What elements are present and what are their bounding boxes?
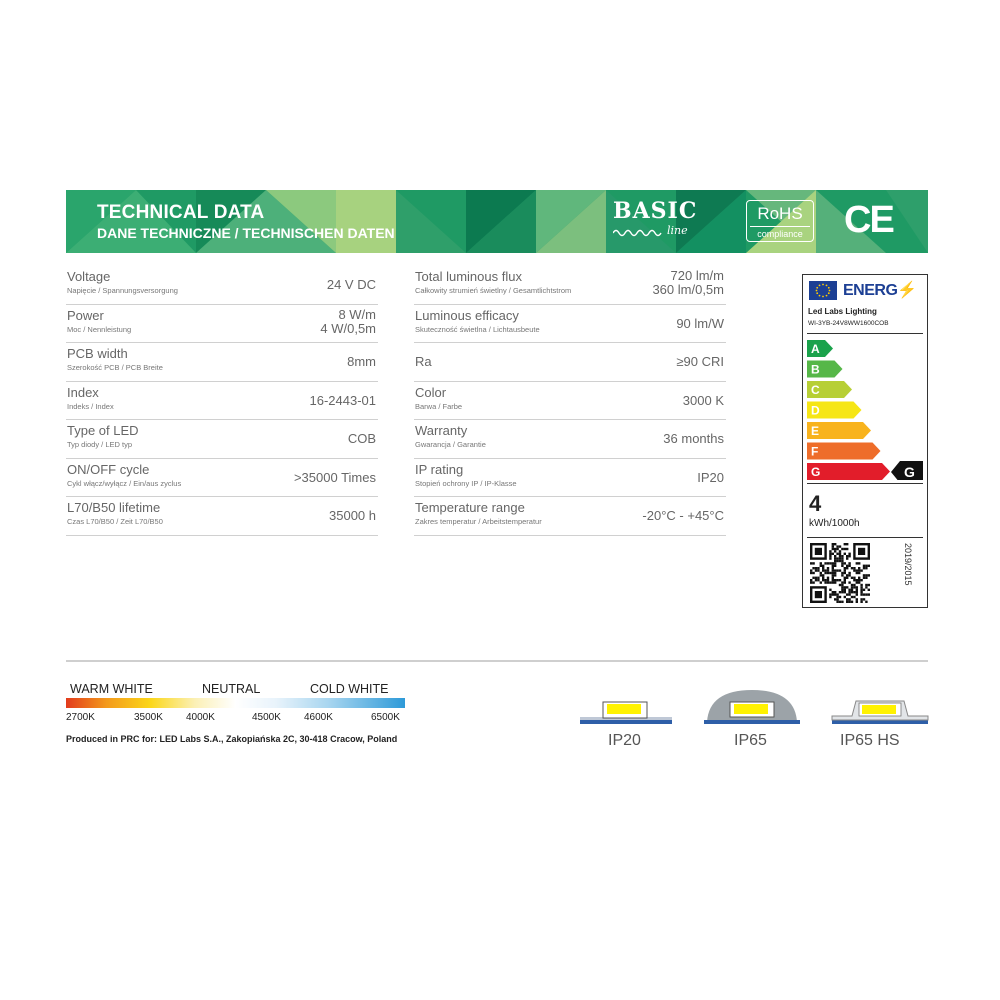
spec-value-line2: 360 lm/0,5m xyxy=(652,282,724,297)
page-subtitle: DANE TECHNICZNE / TECHNISCHEN DATEN xyxy=(97,225,395,241)
energy-class-letter: G xyxy=(811,465,821,479)
rohs-badge xyxy=(746,200,814,242)
spec-table-right xyxy=(414,266,726,536)
energy-class-scale xyxy=(807,338,925,480)
ip65-icon xyxy=(704,690,800,724)
spec-label: Color xyxy=(415,384,447,400)
warm-white-label: WARM WHITE xyxy=(70,682,153,696)
section-divider xyxy=(66,660,928,662)
spec-row-luminous-flux xyxy=(414,266,726,305)
spec-value: 3000 K xyxy=(682,392,724,408)
spec-value: 35000 h xyxy=(329,508,376,523)
energy-rating-letter: G xyxy=(904,464,915,480)
divider xyxy=(807,483,923,484)
energy-class-f xyxy=(807,443,881,460)
spec-sublabel: Typ diody / LED typ xyxy=(67,440,133,449)
spec-value: ≥90 CRI xyxy=(676,354,724,369)
spec-value-line1: 8 W/m xyxy=(338,306,376,322)
spec-row-lifetime xyxy=(66,497,378,536)
spec-label: IP rating xyxy=(415,461,464,477)
spec-sublabel: Skuteczność świetlna / Lichtausbeute xyxy=(415,324,540,334)
energy-class-letter: E xyxy=(811,424,820,438)
spec-row-onoff-cycle xyxy=(66,459,378,498)
spec-value: 90 lm/W xyxy=(676,315,724,331)
energy-rating-arrow xyxy=(891,461,923,480)
ct-tick: 4000K xyxy=(186,712,215,723)
spec-row-temperature xyxy=(414,497,726,536)
spec-row-voltage xyxy=(66,266,378,305)
ce-mark: CE xyxy=(844,199,893,241)
spec-sublabel: Moc / Nennleistung xyxy=(67,324,132,334)
energy-regulation: 2019/2015 xyxy=(903,543,913,586)
wave-icon xyxy=(613,228,665,238)
rohs-text: RoHS xyxy=(757,204,803,223)
spec-value: 24 V DC xyxy=(326,277,376,292)
spec-value: 8mm xyxy=(347,354,376,369)
energy-class-letter: D xyxy=(811,403,820,418)
spec-sublabel: Cykl włącz/wyłącz / Ein/aus zyclus xyxy=(67,478,182,488)
energy-class-a xyxy=(807,340,833,357)
ct-tick: 4500K xyxy=(252,712,281,723)
ct-tick: 3500K xyxy=(134,712,163,723)
spec-row-color xyxy=(414,382,726,421)
spec-row-warranty xyxy=(414,420,726,459)
ip20-label: IP20 xyxy=(608,732,641,749)
energy-label-title xyxy=(843,280,917,300)
spec-label: Warranty xyxy=(415,423,468,438)
spec-value xyxy=(652,269,724,297)
energy-consumption-unit: kWh/1000h xyxy=(809,518,860,529)
spec-label: Total luminous flux xyxy=(415,269,522,284)
energy-consumption-value: 4 xyxy=(809,491,822,516)
ct-tick: 6500K xyxy=(371,712,400,723)
spec-sublabel: Napięcie / Spannungsversorgung xyxy=(67,286,178,295)
spec-sublabel: Barwa / Farbe xyxy=(415,401,463,411)
spec-label: Temperature range xyxy=(415,500,525,515)
energy-class-letter: A xyxy=(811,342,820,356)
spec-table-left xyxy=(66,266,378,536)
spec-row-led-type xyxy=(66,420,378,459)
spec-row-ra xyxy=(414,343,726,382)
spec-label: Voltage xyxy=(67,269,111,284)
logo-word: BASIC xyxy=(613,198,698,224)
spec-row-index xyxy=(66,382,378,421)
lightning-icon: ⚡ xyxy=(897,282,917,299)
ip-icons xyxy=(570,684,940,730)
cold-white-label: COLD WHITE xyxy=(310,682,389,696)
spec-sublabel: Gwarancja / Garantie xyxy=(415,440,486,449)
producer-note: Produced in PRC for: LED Labs S.A., Zakopiańska 2C, 30-418 Cracow, Poland xyxy=(66,734,398,744)
ip65-hs-label: IP65 HS xyxy=(840,732,900,749)
spec-row-power xyxy=(66,305,378,344)
energy-class-letter: B xyxy=(811,362,820,377)
ip20-icon xyxy=(580,702,672,724)
spec-sublabel: Zakres temperatur / Arbeitstemperatur xyxy=(415,517,542,526)
energy-class-b xyxy=(807,361,843,378)
spec-label: Type of LED xyxy=(67,423,139,438)
divider xyxy=(807,537,923,538)
spec-value: 36 months xyxy=(663,431,724,446)
energy-class-g xyxy=(807,463,890,480)
spec-value: COB xyxy=(347,431,376,446)
spec-label: Power xyxy=(67,307,104,323)
ip65-hs-icon xyxy=(832,701,928,724)
energy-label xyxy=(802,274,928,608)
spec-value: 16-2443-01 xyxy=(309,392,376,408)
divider xyxy=(807,333,923,334)
energy-class-letter: F xyxy=(811,444,819,459)
ct-tick: 4600K xyxy=(304,712,333,723)
ct-tick: 2700K xyxy=(66,712,95,723)
spec-row-pcb-width xyxy=(66,343,378,382)
neutral-label: NEUTRAL xyxy=(202,682,261,696)
spec-row-ip-rating xyxy=(414,459,726,498)
spec-value xyxy=(320,308,376,336)
page-title: TECHNICAL DATA xyxy=(97,202,265,223)
spec-value: >35000 Times xyxy=(293,469,376,485)
spec-label: Ra xyxy=(415,354,432,369)
energy-model: WI-3YB-24V8WW1600COB xyxy=(808,320,889,327)
energy-class-d xyxy=(807,402,862,419)
energy-class-c xyxy=(807,381,852,398)
spec-row-luminous-efficacy xyxy=(414,305,726,344)
eu-flag-icon xyxy=(809,281,837,300)
header-banner xyxy=(66,190,928,253)
spec-value-line2: 4 W/0,5m xyxy=(320,320,376,336)
spec-sublabel: Całkowity strumień świetlny / Gesamtlichtstrom xyxy=(415,286,572,295)
rohs-compliance-text: compliance xyxy=(750,226,810,239)
spec-value: -20°C - +45°C xyxy=(642,508,724,523)
spec-label: PCB width xyxy=(67,346,128,361)
spec-value-line1: 720 lm/m xyxy=(670,268,724,283)
ip65-label: IP65 xyxy=(734,732,767,749)
spec-sublabel: Stopień ochrony IP / IP-Klasse xyxy=(415,478,517,488)
spec-sublabel: Szerokość PCB / PCB Breite xyxy=(67,363,163,372)
spec-label: L70/B50 lifetime xyxy=(67,500,161,515)
spec-sublabel: Czas L70/B50 / Zeit L70/B50 xyxy=(67,517,163,526)
spec-label: Index xyxy=(67,384,99,400)
energy-supplier: Led Labs Lighting xyxy=(808,307,877,316)
logo-line: line xyxy=(667,224,688,237)
spec-label: ON/OFF cycle xyxy=(67,461,150,477)
spec-label: Luminous efficacy xyxy=(415,307,519,323)
energy-class-letter: C xyxy=(811,383,820,397)
energy-title-text: ENERG xyxy=(843,282,898,299)
spec-value: IP20 xyxy=(697,469,724,485)
basic-line-logo xyxy=(611,196,711,248)
qr-code-icon xyxy=(809,543,871,603)
color-temperature-bar xyxy=(66,698,405,708)
spec-sublabel: Indeks / Index xyxy=(67,401,114,411)
energy-class-e xyxy=(807,422,871,439)
